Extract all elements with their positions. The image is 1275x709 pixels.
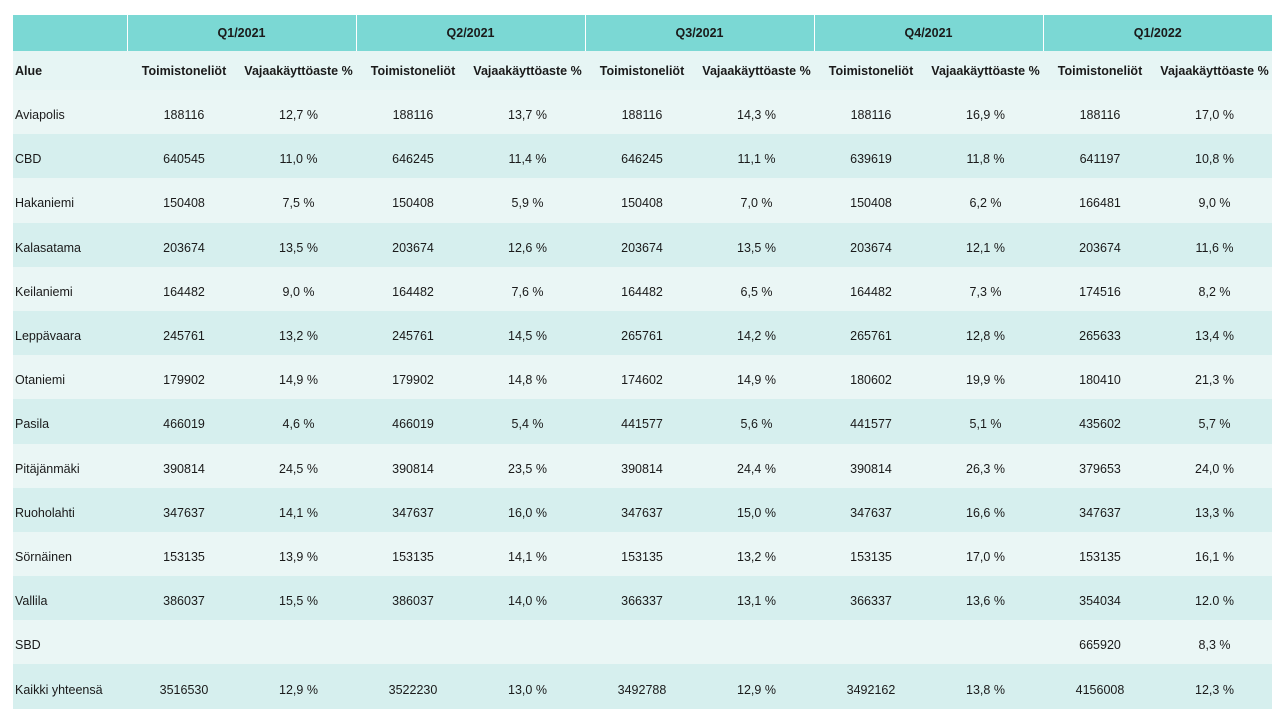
office-area-cell: 347637 — [814, 488, 928, 532]
vacancy-rate-cell: 11,1 % — [699, 134, 814, 178]
vacancy-rate-cell: 12,1 % — [928, 223, 1043, 267]
table-row — [13, 90, 1272, 134]
office-area-cell: 166481 — [1043, 178, 1157, 222]
office-area-cell — [585, 620, 699, 664]
vacancy-rate-cell: 4,6 % — [241, 399, 356, 443]
vacancy-rate-column-header: Vajaakäyttöaste % — [928, 51, 1043, 90]
vacancy-rate-cell: 14,8 % — [470, 355, 585, 399]
office-area-cell: 180410 — [1043, 355, 1157, 399]
office-area-cell: 245761 — [356, 311, 470, 355]
office-area-cell: 641197 — [1043, 134, 1157, 178]
vacancy-rate-cell: 7,6 % — [470, 267, 585, 311]
vacancy-rate-cell: 13,8 % — [928, 664, 1043, 708]
table-row — [13, 620, 1272, 664]
office-area-cell: 646245 — [585, 134, 699, 178]
vacancy-rate-cell: 14,1 % — [241, 488, 356, 532]
office-area-cell: 665920 — [1043, 620, 1157, 664]
table-row — [13, 355, 1272, 399]
vacancy-rate-cell: 13,2 % — [241, 311, 356, 355]
office-area-cell: 179902 — [127, 355, 241, 399]
vacancy-rate-cell: 8,2 % — [1157, 267, 1272, 311]
area-name-cell: Sörnäinen — [13, 532, 127, 576]
office-area-cell: 180602 — [814, 355, 928, 399]
vacancy-rate-cell: 12,7 % — [241, 90, 356, 134]
vacancy-rate-cell: 16,6 % — [928, 488, 1043, 532]
vacancy-rate-column-header: Vajaakäyttöaste % — [1157, 51, 1272, 90]
vacancy-rate-cell: 12,3 % — [1157, 664, 1272, 708]
office-area-cell: 386037 — [356, 576, 470, 620]
vacancy-rate-cell: 15,0 % — [699, 488, 814, 532]
office-area-cell: 203674 — [1043, 223, 1157, 267]
vacancy-rate-cell: 14,9 % — [241, 355, 356, 399]
vacancy-rate-cell: 11,6 % — [1157, 223, 1272, 267]
office-area-cell: 3522230 — [356, 664, 470, 708]
area-name-cell: Ruoholahti — [13, 488, 127, 532]
table-row — [13, 178, 1272, 222]
vacancy-rate-cell — [470, 620, 585, 664]
vacancy-rate-cell: 15,5 % — [241, 576, 356, 620]
table-row — [13, 488, 1272, 532]
vacancy-rate-cell: 24,4 % — [699, 444, 814, 488]
office-area-cell: 366337 — [585, 576, 699, 620]
office-area-cell: 366337 — [814, 576, 928, 620]
area-name-cell: CBD — [13, 134, 127, 178]
office-area-cell: 188116 — [127, 90, 241, 134]
vacancy-rate-cell: 5,6 % — [699, 399, 814, 443]
office-area-cell — [127, 620, 241, 664]
office-area-cell — [814, 620, 928, 664]
office-area-column-header: Toimistoneliöt — [1043, 51, 1157, 90]
table-row — [13, 576, 1272, 620]
vacancy-rate-cell: 12.0 % — [1157, 576, 1272, 620]
office-area-cell: 153135 — [814, 532, 928, 576]
vacancy-rate-cell — [699, 620, 814, 664]
area-name-cell: Kalasatama — [13, 223, 127, 267]
office-area-cell: 188116 — [356, 90, 470, 134]
office-area-cell: 265761 — [585, 311, 699, 355]
office-area-cell: 639619 — [814, 134, 928, 178]
area-name-cell: Pasila — [13, 399, 127, 443]
vacancy-rate-column-header: Vajaakäyttöaste % — [241, 51, 356, 90]
office-area-cell: 164482 — [585, 267, 699, 311]
table-row — [13, 664, 1272, 708]
office-area-cell: 164482 — [356, 267, 470, 311]
quarter-header-blank — [13, 15, 127, 51]
area-name-cell: Kaikki yhteensä — [13, 664, 127, 708]
vacancy-rate-cell: 13,5 % — [241, 223, 356, 267]
vacancy-rate-cell: 14,9 % — [699, 355, 814, 399]
office-area-cell: 441577 — [814, 399, 928, 443]
office-area-cell: 3516530 — [127, 664, 241, 708]
office-area-cell: 153135 — [1043, 532, 1157, 576]
vacancy-rate-cell: 23,5 % — [470, 444, 585, 488]
office-area-cell: 150408 — [814, 178, 928, 222]
vacancy-rate-cell — [241, 620, 356, 664]
area-name-cell: Keilaniemi — [13, 267, 127, 311]
office-area-cell: 150408 — [585, 178, 699, 222]
office-area-cell: 153135 — [127, 532, 241, 576]
vacancy-rate-cell: 24,0 % — [1157, 444, 1272, 488]
vacancy-rate-cell: 6,2 % — [928, 178, 1043, 222]
office-area-cell: 646245 — [356, 134, 470, 178]
office-area-cell: 203674 — [814, 223, 928, 267]
vacancy-rate-cell: 12,9 % — [241, 664, 356, 708]
area-name-cell: Hakaniemi — [13, 178, 127, 222]
vacancy-rate-cell: 13,4 % — [1157, 311, 1272, 355]
vacancy-rate-cell: 5,7 % — [1157, 399, 1272, 443]
vacancy-rate-cell: 6,5 % — [699, 267, 814, 311]
vacancy-rate-cell: 16,1 % — [1157, 532, 1272, 576]
office-area-cell: 150408 — [127, 178, 241, 222]
vacancy-rate-cell: 11,4 % — [470, 134, 585, 178]
vacancy-rate-cell: 8,3 % — [1157, 620, 1272, 664]
quarter-header: Q4/2021 — [814, 15, 1043, 51]
table-row — [13, 399, 1272, 443]
vacancy-rate-cell: 13,6 % — [928, 576, 1043, 620]
office-area-cell: 153135 — [585, 532, 699, 576]
table-row — [13, 532, 1272, 576]
office-area-cell: 3492788 — [585, 664, 699, 708]
office-area-cell: 203674 — [127, 223, 241, 267]
vacancy-rate-cell: 13,7 % — [470, 90, 585, 134]
office-area-cell: 354034 — [1043, 576, 1157, 620]
office-area-cell: 466019 — [356, 399, 470, 443]
office-area-cell: 153135 — [356, 532, 470, 576]
vacancy-rate-cell: 5,1 % — [928, 399, 1043, 443]
vacancy-rate-cell: 5,4 % — [470, 399, 585, 443]
vacancy-rate-cell: 24,5 % — [241, 444, 356, 488]
table-row — [13, 223, 1272, 267]
area-name-cell: Leppävaara — [13, 311, 127, 355]
vacancy-rate-cell: 10,8 % — [1157, 134, 1272, 178]
quarter-header: Q2/2021 — [356, 15, 585, 51]
vacancy-rate-cell: 11,0 % — [241, 134, 356, 178]
office-area-cell: 245761 — [127, 311, 241, 355]
office-area-cell: 379653 — [1043, 444, 1157, 488]
vacancy-rate-column-header: Vajaakäyttöaste % — [699, 51, 814, 90]
office-area-cell: 174516 — [1043, 267, 1157, 311]
office-area-cell: 179902 — [356, 355, 470, 399]
column-header-row — [13, 51, 1272, 90]
office-area-column-header: Toimistoneliöt — [585, 51, 699, 90]
vacancy-rate-cell: 5,9 % — [470, 178, 585, 222]
office-area-cell: 435602 — [1043, 399, 1157, 443]
vacancy-rate-cell: 14,3 % — [699, 90, 814, 134]
office-area-cell: 164482 — [127, 267, 241, 311]
office-vacancy-table — [13, 15, 1272, 709]
vacancy-rate-cell: 13,0 % — [470, 664, 585, 708]
office-area-column-header: Toimistoneliöt — [356, 51, 470, 90]
office-area-cell — [356, 620, 470, 664]
vacancy-rate-cell: 14,1 % — [470, 532, 585, 576]
office-area-cell: 347637 — [127, 488, 241, 532]
office-area-cell: 188116 — [585, 90, 699, 134]
office-area-cell: 441577 — [585, 399, 699, 443]
vacancy-rate-cell: 13,2 % — [699, 532, 814, 576]
office-area-column-header: Toimistoneliöt — [127, 51, 241, 90]
vacancy-rate-cell: 14,5 % — [470, 311, 585, 355]
office-area-cell: 4156008 — [1043, 664, 1157, 708]
office-area-cell: 265633 — [1043, 311, 1157, 355]
area-name-cell: Otaniemi — [13, 355, 127, 399]
table-row — [13, 444, 1272, 488]
office-area-cell: 347637 — [356, 488, 470, 532]
vacancy-rate-cell: 7,0 % — [699, 178, 814, 222]
office-area-cell: 265761 — [814, 311, 928, 355]
office-area-cell: 390814 — [814, 444, 928, 488]
area-column-header: Alue — [13, 51, 127, 90]
vacancy-rate-cell: 9,0 % — [241, 267, 356, 311]
vacancy-rate-cell: 7,5 % — [241, 178, 356, 222]
vacancy-rate-cell: 16,0 % — [470, 488, 585, 532]
vacancy-rate-cell: 14,2 % — [699, 311, 814, 355]
vacancy-rate-cell — [928, 620, 1043, 664]
vacancy-rate-cell: 17,0 % — [928, 532, 1043, 576]
vacancy-rate-cell: 13,5 % — [699, 223, 814, 267]
area-name-cell: Aviapolis — [13, 90, 127, 134]
office-area-cell: 390814 — [127, 444, 241, 488]
office-area-cell: 640545 — [127, 134, 241, 178]
table-row — [13, 267, 1272, 311]
table-row — [13, 311, 1272, 355]
area-name-cell: SBD — [13, 620, 127, 664]
vacancy-rate-cell: 7,3 % — [928, 267, 1043, 311]
vacancy-rate-cell: 13,9 % — [241, 532, 356, 576]
office-area-cell: 150408 — [356, 178, 470, 222]
quarter-header: Q1/2022 — [1043, 15, 1272, 51]
vacancy-rate-cell: 12,8 % — [928, 311, 1043, 355]
table-row — [13, 134, 1272, 178]
office-area-cell: 390814 — [356, 444, 470, 488]
office-area-cell: 174602 — [585, 355, 699, 399]
office-area-cell: 347637 — [585, 488, 699, 532]
vacancy-rate-cell: 9,0 % — [1157, 178, 1272, 222]
office-area-cell: 390814 — [585, 444, 699, 488]
office-area-cell: 386037 — [127, 576, 241, 620]
office-area-cell: 3492162 — [814, 664, 928, 708]
office-area-cell: 466019 — [127, 399, 241, 443]
vacancy-rate-cell: 19,9 % — [928, 355, 1043, 399]
office-area-column-header: Toimistoneliöt — [814, 51, 928, 90]
office-area-cell: 203674 — [356, 223, 470, 267]
area-name-cell: Pitäjänmäki — [13, 444, 127, 488]
vacancy-rate-column-header: Vajaakäyttöaste % — [470, 51, 585, 90]
vacancy-rate-cell: 12,6 % — [470, 223, 585, 267]
vacancy-rate-cell: 21,3 % — [1157, 355, 1272, 399]
vacancy-rate-cell: 13,3 % — [1157, 488, 1272, 532]
quarter-header-row — [13, 15, 1272, 51]
office-area-cell: 347637 — [1043, 488, 1157, 532]
office-area-cell: 188116 — [814, 90, 928, 134]
vacancy-rate-cell: 17,0 % — [1157, 90, 1272, 134]
office-area-cell: 203674 — [585, 223, 699, 267]
office-area-cell: 164482 — [814, 267, 928, 311]
quarter-header: Q1/2021 — [127, 15, 356, 51]
quarter-header: Q3/2021 — [585, 15, 814, 51]
vacancy-rate-cell: 14,0 % — [470, 576, 585, 620]
office-area-cell: 188116 — [1043, 90, 1157, 134]
vacancy-rate-cell: 11,8 % — [928, 134, 1043, 178]
vacancy-rate-cell: 12,9 % — [699, 664, 814, 708]
area-name-cell: Vallila — [13, 576, 127, 620]
vacancy-rate-cell: 26,3 % — [928, 444, 1043, 488]
vacancy-rate-cell: 16,9 % — [928, 90, 1043, 134]
vacancy-rate-cell: 13,1 % — [699, 576, 814, 620]
